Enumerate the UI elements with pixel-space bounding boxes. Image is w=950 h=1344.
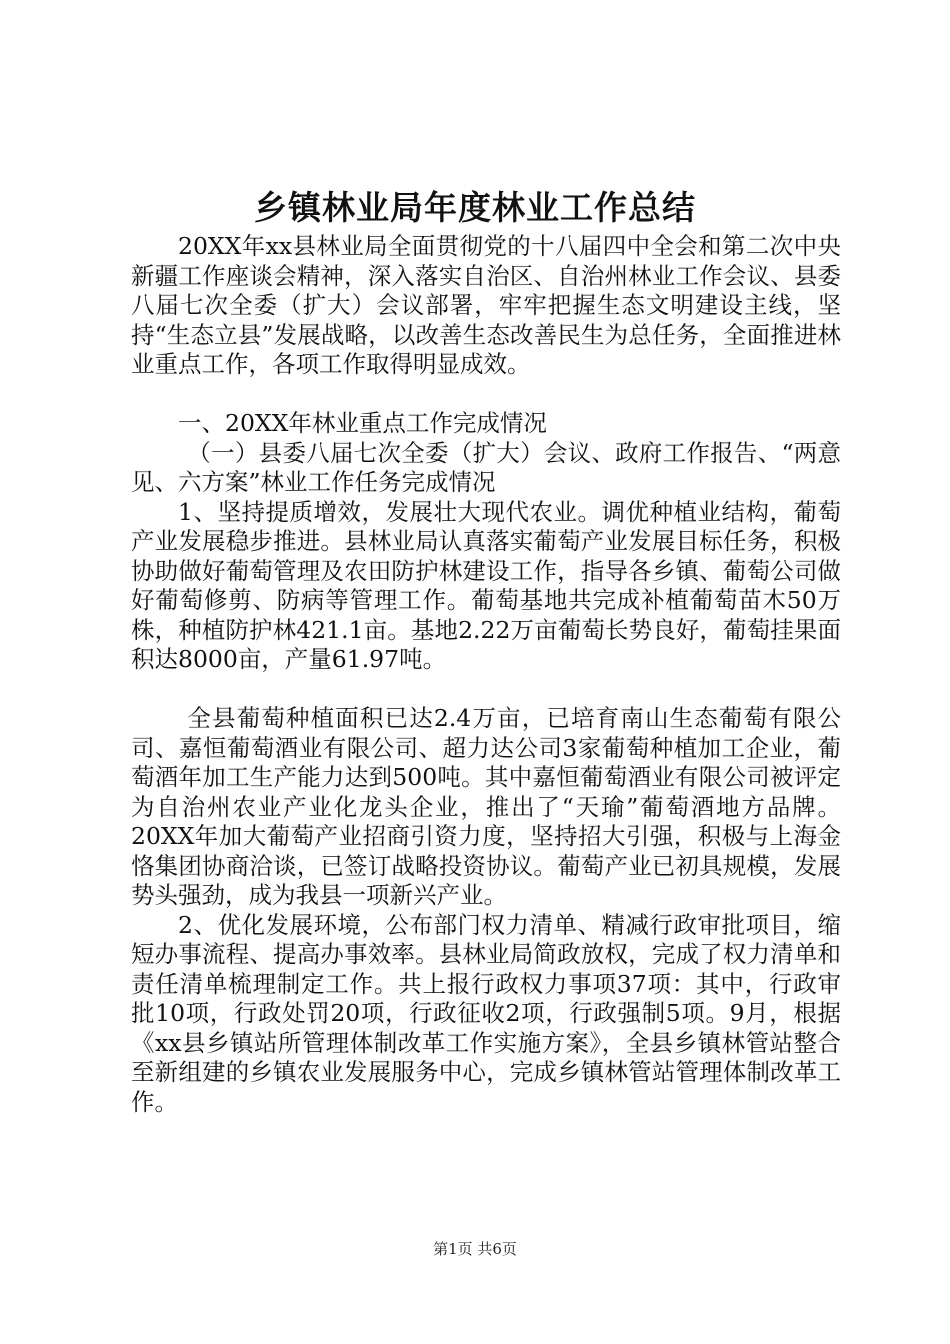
intro-paragraph: 20XX年xx县林业局全面贯彻党的十八届四中全会和第二次中央新疆工作座谈会精神，深入落实自治区、自治州林业工作会议、县委八届七次全委（扩大）会议部署，牢牢把握生态文明建设主线，坚持“生态立县”发展战略，以改善生态改善民生为总任务，全面推进林业重点工作，各项工作取得明显成效。 xyxy=(131,232,841,378)
item-2-paragraph: 2、优化发展环境，公布部门权力清单、精减行政审批项目，缩短办事流程、提高办事效率。县林业局简政放权，完成了权力清单和责任清单梳理制定工作。共上报行政权力事项37项：其中，行政审批10项，行政处罚20项，行政征收2项，行政强制5项。9月，根据《xx县乡镇站所管理体制改革工作实施方案》，全县乡镇林管站整合至新组建的乡镇农业发展服务中心，完成乡镇林管站管理体制改革工作。 xyxy=(131,910,841,1116)
document-title: 乡镇林业局年度林业工作总结 xyxy=(254,188,696,227)
subsection-heading: （一）县委八届七次全委（扩大）会议、政府工作报告、“两意见、六方案”林业工作任务完成情况 xyxy=(131,438,841,496)
paragraph-spacer xyxy=(131,380,841,410)
page-footer: 第1页 共6页 xyxy=(433,1240,517,1258)
grape-industry-paragraph: 全县葡萄种植面积已达2.4万亩，已培育南山生态葡萄有限公司、嘉恒葡萄酒业有限公司、超力达公司3家葡萄种植加工企业，葡萄酒年加工生产能力达到500吨。其中嘉恒葡萄酒业有限公司被评定为自治州农业产业化龙头企业，推出了“天瑜”葡萄酒地方品牌。20XX年加大葡萄产业招商引资力度，坚持招大引强，积极与上海金恪集团协商洽谈，已签订战略投资协议。葡萄产业已初具规模，发展势头强劲，成为我县一项新兴产业。 xyxy=(131,704,841,909)
section-heading: 一、20XX年林业重点工作完成情况 xyxy=(178,409,547,437)
paragraph-spacer xyxy=(131,675,841,705)
document-body xyxy=(131,232,841,1117)
item-1-paragraph: 1、坚持提质增效，发展壮大现代农业。调优种植业结构，葡萄产业发展稳步推进。县林业局认真落实葡萄产业发展目标任务，积极协助做好葡萄管理及农田防护林建设工作，指导各乡镇、葡萄公司做好葡萄修剪、防病等管理工作。葡萄基地共完成补植葡萄苗木50万株，种植防护林421.1亩。基地2.22万亩葡萄长势良好，葡萄挂果面积达8000亩，产量61.97吨。 xyxy=(131,497,841,673)
